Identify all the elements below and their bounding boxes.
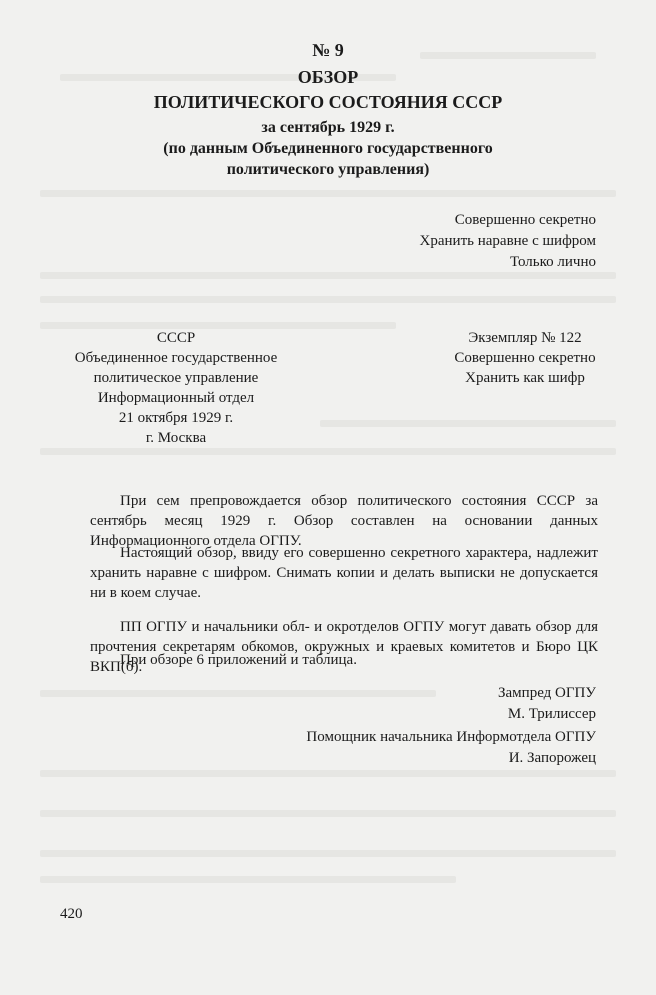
signature-block <box>306 727 596 769</box>
body-paragraph: При сем препровождается обзор политического состояния СССР за сентябрь месяц 1929 г. Обзор составлен на основании данных Информационного отдела ОГПУ. <box>90 493 598 549</box>
copy-line: Совершенно секретно <box>454 350 596 366</box>
page-number: 420 <box>60 906 83 922</box>
copy-stamp <box>450 328 600 388</box>
document-number: № 9 <box>312 40 344 60</box>
bleed-through-line <box>40 876 456 883</box>
body-paragraph: Настоящий обзор, ввиду его совершенно секретного характера, надлежит хранить наравне с шифром. Снимать копии и делать выписки не допускается ни в коем случае. <box>90 545 598 601</box>
bleed-through-line <box>40 690 436 697</box>
classification-line: Хранить наравне с шифром <box>419 233 596 249</box>
signer-name: И. Запорожец <box>508 750 596 766</box>
org-line: СССР <box>156 330 196 346</box>
body-paragraph: При обзоре 6 приложений и таблица. <box>120 652 357 668</box>
classification-line: Только лично <box>509 254 596 270</box>
bleed-through-line <box>40 272 616 279</box>
bleed-through-line <box>40 770 616 777</box>
bleed-through-line <box>40 448 616 455</box>
bleed-through-line <box>320 420 616 427</box>
issuing-organization <box>62 328 290 448</box>
org-line: Объединенное государственное <box>74 350 278 366</box>
bleed-through-line <box>40 190 616 197</box>
body-paragraph: ПП ОГПУ и начальники обл- и окротделов ОГПУ могут давать обзор для прочтения секретарям обкомов, окружных и краевых комитетов и Бюро ЦК ВКП(б). <box>90 619 598 675</box>
copy-line: Хранить как шифр <box>465 370 585 386</box>
document-subtitle: ПОЛИТИЧЕСКОГО СОСТОЯНИЯ СССР <box>153 92 503 112</box>
org-line: политическое управление <box>93 370 259 386</box>
bleed-through-line <box>40 850 616 857</box>
classification-line: Совершенно секретно <box>454 212 596 228</box>
issue-date: 21 октября 1929 г. <box>118 410 234 426</box>
signer-name: М. Трилиссер <box>507 706 596 722</box>
bleed-through-line <box>40 296 616 303</box>
classification-stamp <box>420 210 596 273</box>
signature-block <box>498 683 596 725</box>
document-source-line-1: (по данным Объединенного государственного <box>163 140 493 157</box>
document-period: за сентябрь 1929 г. <box>261 119 395 136</box>
document-source-line-2: политического управления) <box>226 161 430 178</box>
document-title: ОБЗОР <box>297 67 359 87</box>
copy-line: Экземпляр № 122 <box>468 330 582 346</box>
signer-title: Помощник начальника Информотдела ОГПУ <box>306 729 596 745</box>
signer-title: Зампред ОГПУ <box>498 685 596 701</box>
bleed-through-line <box>40 810 616 817</box>
issue-place: г. Москва <box>145 430 207 446</box>
org-line: Информационный отдел <box>97 390 255 406</box>
